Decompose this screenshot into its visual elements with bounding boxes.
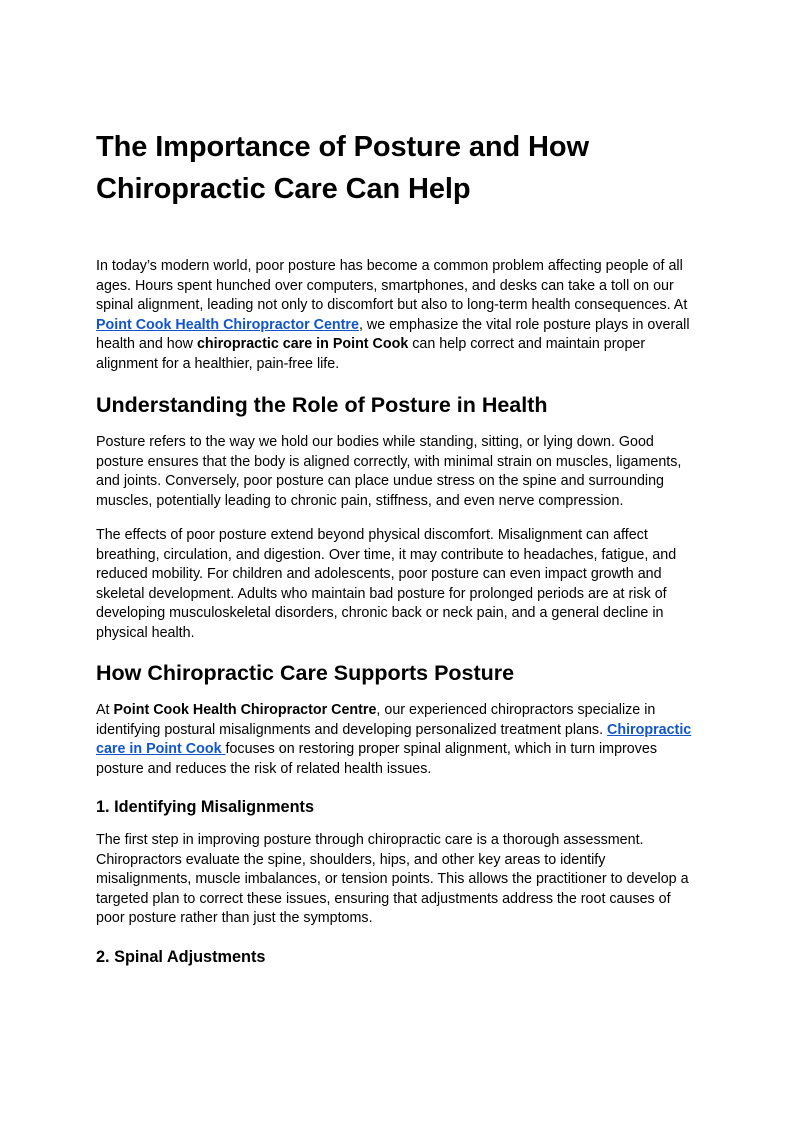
subsection-1-paragraph: The first step in improving posture through chiropractic care is a thorough assessment. Chiropractors evaluate the spine, shoulders, hips, and other key areas to identify misalignments, muscle imbalances, or tension points. This allows the practitioner to develop a targeted plan to correct these issues, ensuring that adjustments address the root causes of poor posture rather than just the symptoms. <box>96 832 689 926</box>
intro-text-1: In today’s modern world, poor posture has become a common problem affecting people of all ages. Hours spent hunched over computers, smartphones, and desks can take a toll on our spinal alignment, leading not only to discomfort but also to long-term health consequences. At <box>96 258 688 313</box>
intro-paragraph <box>96 257 702 374</box>
section-2-paragraph <box>96 701 702 779</box>
intro-text-3: can help correct and maintain proper alignment for a healthier, pain-free life. <box>96 336 646 372</box>
section-heading-chiropractic-support: How Chiropractic Care Supports Posture <box>96 661 515 685</box>
section-1-paragraph-1: Posture refers to the way we hold our bodies while standing, sitting, or lying down. Good posture ensures that the body is aligned correctly, with minimal strain on muscles, ligaments, and joints. Conversely, poor posture can place undue stress on the spine and surrounding muscles, potentially leading to chronic pain, stiffness, and even nerve compression. <box>96 434 682 509</box>
section-heading-posture-role: Understanding the Role of Posture in Health <box>96 393 548 417</box>
intro-bold-chiropractic-care: chiropractic care in Point Cook <box>196 336 409 352</box>
document-page <box>96 126 702 981</box>
section-2-text-1: At <box>96 702 114 718</box>
subheading-identifying-misalignments: 1. Identifying Misalignments <box>96 798 315 816</box>
section-2-text-2: , our experienced chiropractors specialize in identifying postural misalignments and developing personalized treatment plans. <box>96 702 656 738</box>
chiropractic-care-point-cook-link[interactable]: Chiropractic care in Point Cook <box>96 721 692 757</box>
subheading-spinal-adjustments: 2. Spinal Adjustments <box>96 947 266 966</box>
point-cook-centre-link[interactable]: Point Cook Health Chiropractor Centre <box>96 316 359 333</box>
section-2-bold-centre-name: Point Cook Health Chiropractor Centre <box>113 702 377 718</box>
section-1-paragraph-2: The effects of poor posture extend beyond physical discomfort. Misalignment can affect breathing, circulation, and digestion. Over time, it may contribute to headaches, fatigue, and reduced mobility. For children and adolescents, poor posture can even impact growth and skeletal development. Adults who maintain bad posture for prolonged periods are at risk of developing musculoskeletal disorders, chronic back or neck pain, and a general decline in physical health. <box>96 527 677 641</box>
page-title: The Importance of Posture and How Chiropractic Care Can Help <box>96 131 589 205</box>
intro-text-2: , we emphasize the vital role posture plays in overall health and how <box>96 316 690 352</box>
section-2-text-3: focuses on restoring proper spinal alignment, which in turn improves posture and reduces the risk of related health issues. <box>96 741 658 777</box>
